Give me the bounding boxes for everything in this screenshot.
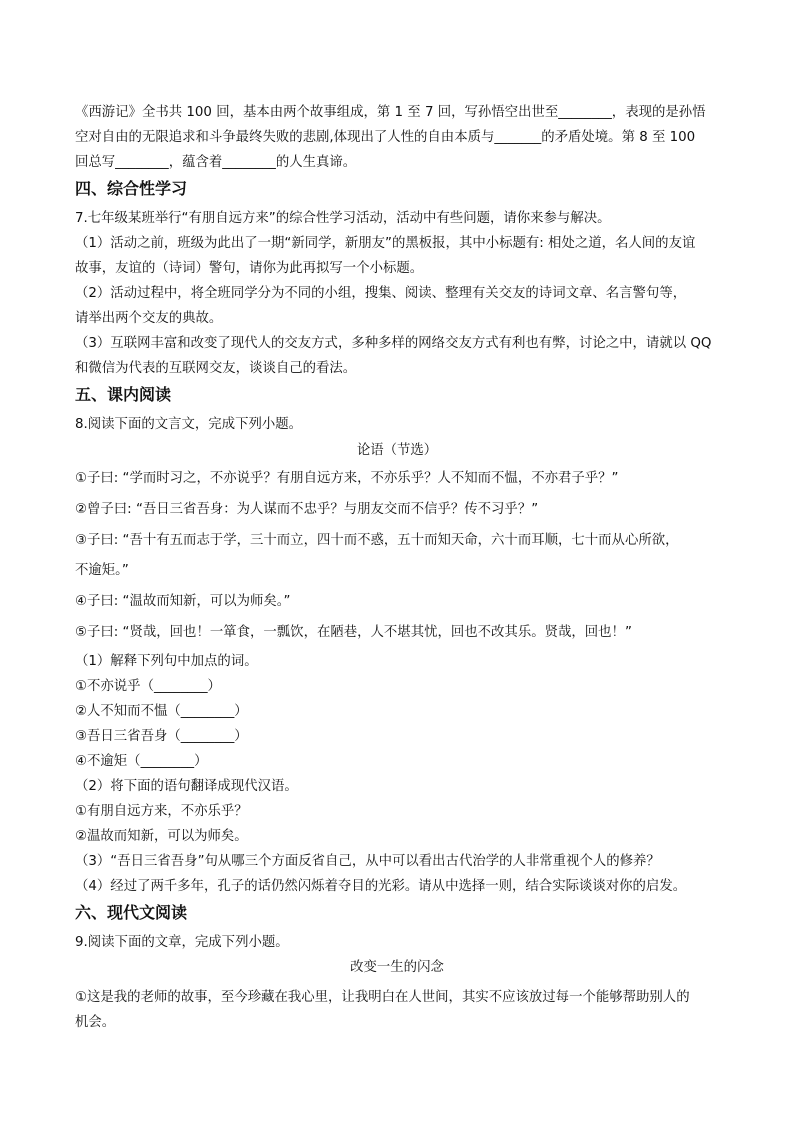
subquestion-3: （3）“吾日三省吾身”句从哪三个方面反省自己，从中可以看出古代治学的人非常重视个人的修养？ [75, 854, 660, 869]
lunyu-chapter-4: ④子曰: “温故而知新，可以为师矣。” [75, 594, 291, 609]
subquestion-1c: ③吾日三省吾身（________） [75, 729, 248, 744]
subquestion-2b: ②温故而知新，可以为师矣。 [75, 829, 248, 844]
section-5-title: 五、课内阅读 [75, 385, 172, 404]
lunyu-chapter-2: ②曾子曰: “吾日三省吾身：为人谋而不忠乎？与朋友交而不信乎？传不习乎？” [75, 502, 539, 517]
q7-part1-line1: （1）活动之前，班级为此出了一期“新同学，新朋友”的黑板报，其中小标题有: 相处之道，名人间的友谊 [75, 236, 696, 251]
lunyu-title: 论语（节选） [356, 443, 438, 458]
q7-part3-line2: 和微信为代表的互联网交友，谈谈自己的看法。 [75, 361, 357, 376]
q7-part3-line1: （3）互联网丰富和改变了现代人的交友方式，多种多样的网络交友方式有利也有弊，讨论之中，请就以 QQ [75, 336, 712, 351]
q7-part2-line2: 请举出两个交友的典故。 [75, 311, 223, 326]
intro-line-1: 《西游记》全书共 100 回，基本由两个故事组成，第 1 至 7 回，写孙悟空出世至________，表现的是孙悟 [75, 105, 706, 120]
intro-line-3: 回总写________，蕴含着________的人生真谛。 [75, 155, 357, 170]
question-9: 9.阅读下面的文章，完成下列小题。 [75, 935, 289, 950]
lunyu-chapter-3-line2: 不逾矩。” [75, 563, 129, 578]
lunyu-chapter-1: ①子曰: “学而时习之，不亦说乎？有朋自远方来，不亦乐乎？人不知而不愠，不亦君子乎？” [75, 471, 619, 486]
subquestion-1a: ①不亦说乎（________） [75, 679, 221, 694]
section-6-title: 六、现代文阅读 [75, 903, 188, 922]
subquestion-4: （4）经过了两千多年，孔子的话仍然闪烁着夺目的光彩。请从中选择一则，结合实际谈谈对你的启发。 [75, 879, 687, 894]
article-paragraph-1-line2: 机会。 [75, 1015, 116, 1030]
subquestion-1: （1）解释下列句中加点的词。 [75, 654, 258, 669]
subquestion-1d: ④不逾矩（________） [75, 754, 208, 769]
subquestion-1b: ②人不知而不愠（________） [75, 704, 248, 719]
section-4-title: 四、综合性学习 [75, 179, 188, 198]
lunyu-chapter-5: ⑤子曰: “贤哉，回也！一箪食，一瓢饮，在陋巷，人不堪其忧，回也不改其乐。贤哉，回也！” [75, 625, 632, 640]
question-8: 8.阅读下面的文言文，完成下列小题。 [75, 417, 303, 432]
article-title: 改变一生的闪念 [350, 960, 444, 975]
q7-part2-line1: （2）活动过程中，将全班同学分为不同的小组，搜集、阅读、整理有关交友的诗词文章、名言警句等， [75, 286, 687, 301]
lunyu-chapter-3-line1: ③子曰: “吾十有五而志于学，三十而立，四十而不惑，五十而知天命，六十而耳顺，七十而从心所欲， [75, 533, 679, 548]
question-7: 7.七年级某班举行“有朋自远方来”的综合性学习活动，活动中有些问题，请你来参与解决。 [75, 211, 611, 226]
subquestion-2: （2）将下面的语句翻译成现代汉语。 [75, 779, 298, 794]
subquestion-2a: ①有朋自远方来，不亦乐乎？ [75, 804, 248, 819]
intro-line-2: 空对自由的无限追求和斗争最终失败的悲剧,体现出了人性的自由本质与_______的矛盾处境。第 8 至 100 [75, 130, 696, 145]
article-paragraph-1-line1: ①这是我的老师的故事，至今珍藏在我心里，让我明白在人世间，其实不应该放过每一个能够帮助别人的 [75, 990, 690, 1005]
q7-part1-line2: 故事，友谊的（诗词）警句，请你为此再拟写一个小标题。 [75, 261, 424, 276]
